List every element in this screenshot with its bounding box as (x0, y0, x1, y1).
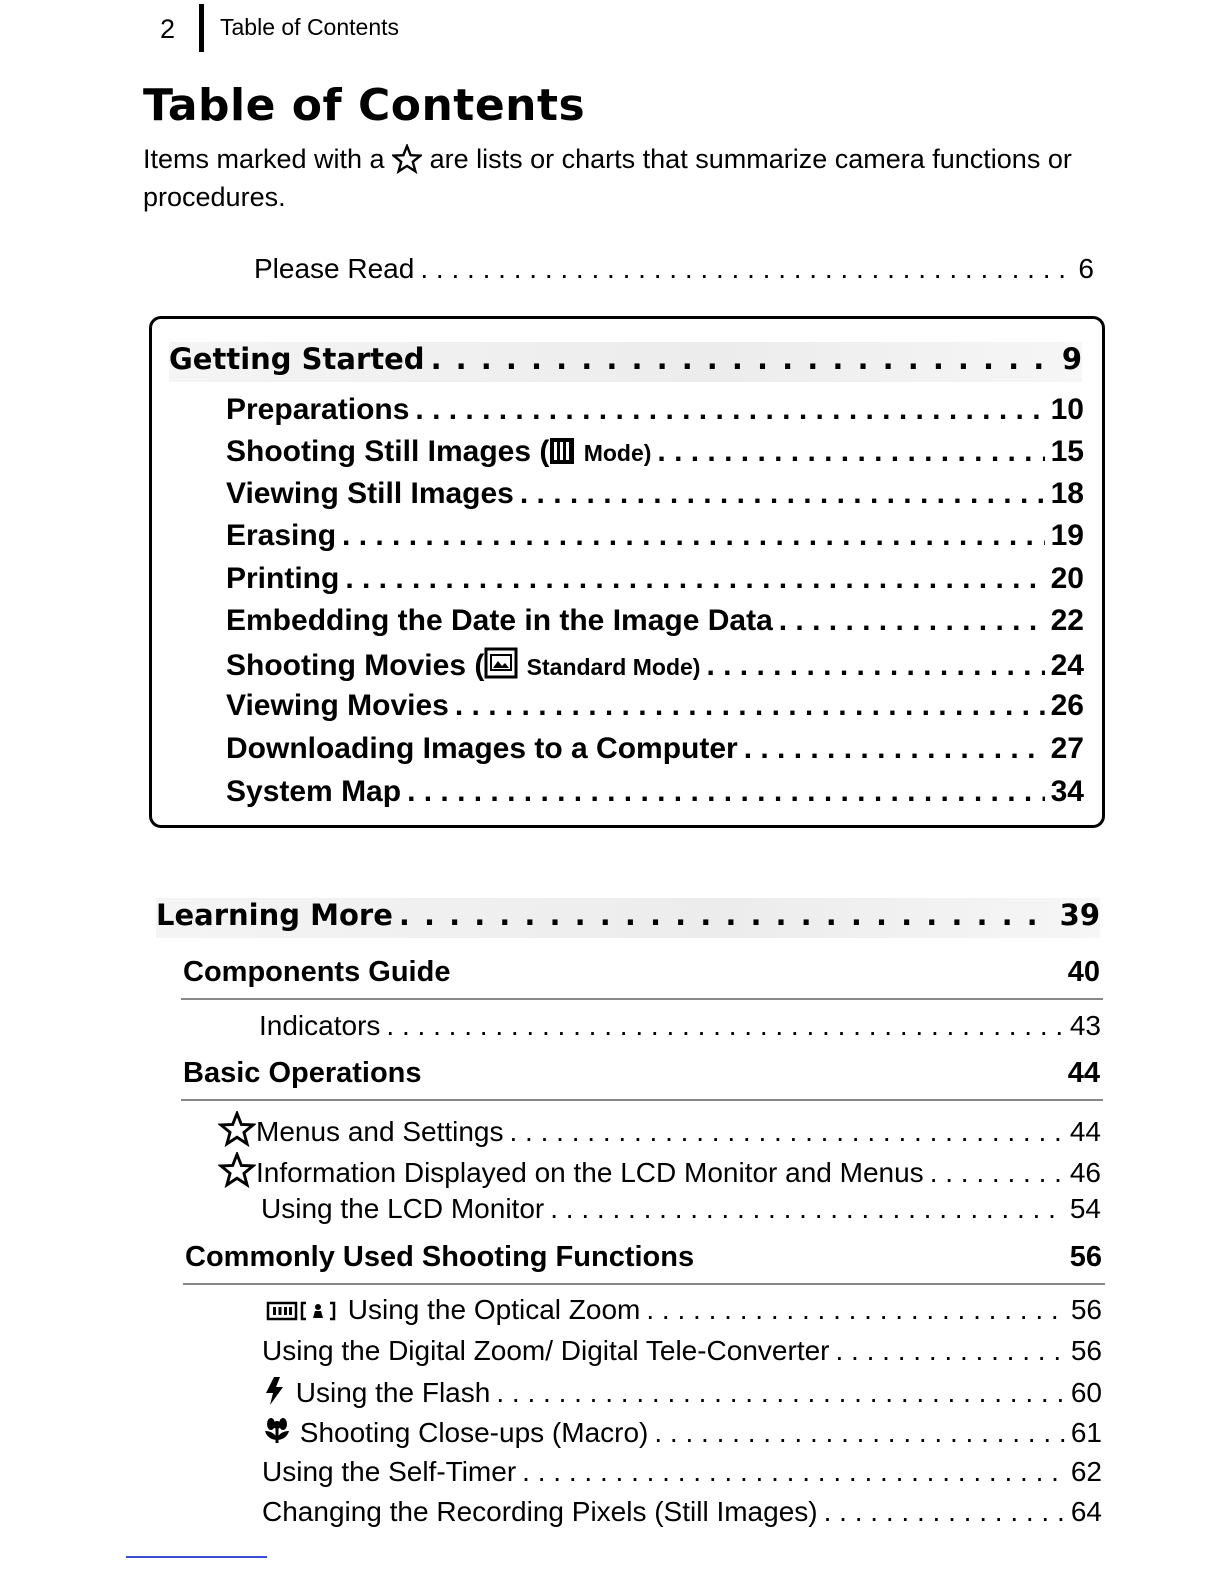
flash-icon (262, 1376, 288, 1413)
leader-dots (455, 689, 1045, 723)
leader-dots (779, 604, 1045, 638)
toc-row-flash[interactable] (262, 1376, 1102, 1413)
toc-page: 26 (1050, 689, 1084, 722)
leader-dots (399, 898, 1054, 932)
toc-row-self-timer[interactable] (262, 1456, 1102, 1488)
section-getting-started[interactable] (169, 342, 1082, 382)
intro-text (143, 140, 1133, 216)
leader-dots (415, 393, 1044, 427)
leader-dots (657, 435, 1044, 469)
toc-label: Using the LCD Monitor (261, 1193, 545, 1224)
toc-label (262, 1416, 648, 1453)
toc-label-text: Using the Flash (295, 1377, 491, 1408)
toc-page: 6 (1078, 253, 1094, 284)
macro-icon (262, 1416, 292, 1453)
toc-row-preparations[interactable] (226, 393, 1084, 427)
section-label: Getting Started (169, 342, 425, 376)
leader-dots (420, 253, 1072, 285)
leader-dots (654, 1417, 1064, 1449)
toc-row-using-lcd[interactable] (261, 1193, 1101, 1225)
toc-label-text: Information Displayed on the LCD Monitor and Menus (256, 1157, 924, 1188)
subsection-label: Basic Operations (183, 1057, 422, 1089)
subsection-rule (181, 998, 1103, 1000)
header-section-title: Table of Contents (220, 14, 400, 40)
toc-page: 64 (1070, 1496, 1102, 1527)
toc-label: Viewing Still Images (226, 477, 514, 510)
section-label: Learning More (156, 898, 393, 932)
leader-dots (520, 477, 1045, 511)
toc-label-text: Menus and Settings (256, 1116, 504, 1147)
toc-row-viewing-movies[interactable] (226, 689, 1084, 723)
toc-page: 44 (1069, 1116, 1101, 1147)
subsection-label: Components Guide (183, 956, 451, 988)
toc-row-recording-pixels[interactable] (262, 1496, 1102, 1528)
toc-page: 18 (1050, 477, 1084, 510)
toc-row-embedding-date[interactable] (226, 604, 1084, 638)
toc-label-text: Shooting Movies ( (226, 649, 485, 682)
leader-dots (510, 1116, 1064, 1148)
toc-label-text: Shooting Still Images ( (226, 435, 550, 468)
intro-before: Items marked with a (143, 144, 385, 174)
zoom-icons (266, 1298, 340, 1330)
toc-row-indicators[interactable] (259, 1010, 1101, 1042)
leader-dots (522, 1456, 1065, 1488)
section-page: 9 (1061, 342, 1082, 376)
toc-row-menus-settings[interactable] (218, 1111, 1101, 1148)
toc-page: 22 (1050, 604, 1084, 637)
toc-label (226, 647, 700, 687)
toc-page: 34 (1050, 775, 1084, 808)
toc-label (262, 1376, 490, 1413)
page-title: Table of Contents (143, 80, 586, 131)
toc-label: Erasing (226, 519, 337, 552)
toc-page: 54 (1069, 1193, 1101, 1224)
leader-dots (550, 1193, 1064, 1225)
toc-row-shooting-still[interactable] (226, 435, 1084, 473)
toc-row-viewing-still[interactable] (226, 477, 1084, 511)
toc-label: System Map (226, 775, 402, 808)
subsection-label: Commonly Used Shooting Functions (185, 1241, 695, 1273)
toc-label: Viewing Movies (226, 689, 449, 722)
toc-row-macro[interactable] (262, 1416, 1102, 1453)
toc-label-suffix: Mode) (583, 440, 652, 466)
leader-dots (496, 1377, 1065, 1409)
toc-page: 60 (1070, 1377, 1102, 1408)
toc-label-text: Using the Optical Zoom (347, 1294, 641, 1325)
toc-row-info-displayed[interactable] (218, 1152, 1101, 1189)
toc-page: 24 (1050, 649, 1084, 682)
intro-after: are lists or charts that summarize camera functions or procedures. (143, 144, 1072, 212)
leader-dots (345, 562, 1044, 596)
toc-label-suffix: Standard Mode) (526, 654, 701, 680)
toc-label: Embedding the Date in the Image Data (226, 604, 773, 637)
toc-label (218, 1111, 504, 1148)
subsection-rule (183, 1283, 1105, 1285)
leader-dots (836, 1335, 1065, 1367)
toc-label: Using the Digital Zoom/ Digital Tele-Converter (262, 1335, 830, 1366)
toc-label: Preparations (226, 393, 410, 426)
toc-page: 56 (1070, 1294, 1102, 1325)
toc-label: Using the Self-Timer (262, 1456, 517, 1487)
toc-row-system-map[interactable] (226, 775, 1084, 809)
leader-dots (706, 649, 1044, 683)
toc-label: Downloading Images to a Computer (226, 732, 738, 765)
toc-row-shooting-movies[interactable] (226, 647, 1084, 687)
leader-dots (431, 342, 1056, 376)
page-number: 2 (160, 14, 176, 44)
movie-mode-icon (484, 647, 518, 687)
toc-label: Please Read (254, 253, 415, 284)
toc-row-printing[interactable] (226, 562, 1084, 596)
leader-dots (930, 1157, 1064, 1189)
toc-page: 43 (1069, 1010, 1101, 1041)
toc-page: 61 (1070, 1417, 1102, 1448)
toc-label: Printing (226, 562, 340, 595)
subsection-shooting-functions[interactable] (185, 1241, 1102, 1274)
star-icon (218, 1111, 256, 1147)
toc-row-downloading[interactable] (226, 732, 1084, 766)
toc-row-please-read[interactable] (254, 253, 1094, 285)
star-icon (218, 1152, 256, 1188)
toc-page: 46 (1069, 1157, 1101, 1188)
subsection-components-guide[interactable] (183, 956, 1100, 989)
leader-dots (646, 1294, 1064, 1326)
subsection-rule (181, 1099, 1103, 1101)
toc-row-erasing[interactable] (226, 519, 1084, 553)
subsection-page: 56 (1069, 1241, 1102, 1273)
section-learning-more[interactable] (156, 898, 1100, 938)
toc-page: 19 (1050, 519, 1084, 552)
toc-page: 20 (1050, 562, 1084, 595)
leader-dots (407, 775, 1045, 809)
leader-dots (744, 732, 1045, 766)
toc-row-digital-zoom[interactable] (262, 1335, 1102, 1367)
toc-label (226, 435, 651, 473)
subsection-page: 44 (1067, 1057, 1100, 1089)
toc-label: Indicators (259, 1010, 381, 1041)
leader-dots (386, 1010, 1063, 1042)
subsection-basic-operations[interactable] (183, 1057, 1100, 1090)
toc-label-text: Shooting Close-ups (Macro) (299, 1417, 649, 1448)
toc-label: Changing the Recording Pixels (Still Images) (262, 1496, 818, 1527)
auto-mode-icon (549, 437, 575, 473)
header-divider (199, 4, 204, 52)
bottom-accent-line (126, 1556, 267, 1558)
leader-dots (342, 519, 1045, 553)
toc-row-optical-zoom[interactable] (266, 1294, 1102, 1330)
toc-page: 15 (1050, 435, 1084, 468)
leader-dots (824, 1496, 1065, 1528)
toc-page: 62 (1070, 1456, 1102, 1487)
toc-label (266, 1294, 640, 1330)
toc-page: 27 (1050, 732, 1084, 765)
toc-label (218, 1152, 924, 1189)
subsection-page: 40 (1067, 956, 1100, 988)
section-page: 39 (1059, 898, 1100, 932)
toc-page: 56 (1070, 1335, 1102, 1366)
star-icon (392, 144, 422, 174)
toc-page: 10 (1050, 393, 1084, 426)
